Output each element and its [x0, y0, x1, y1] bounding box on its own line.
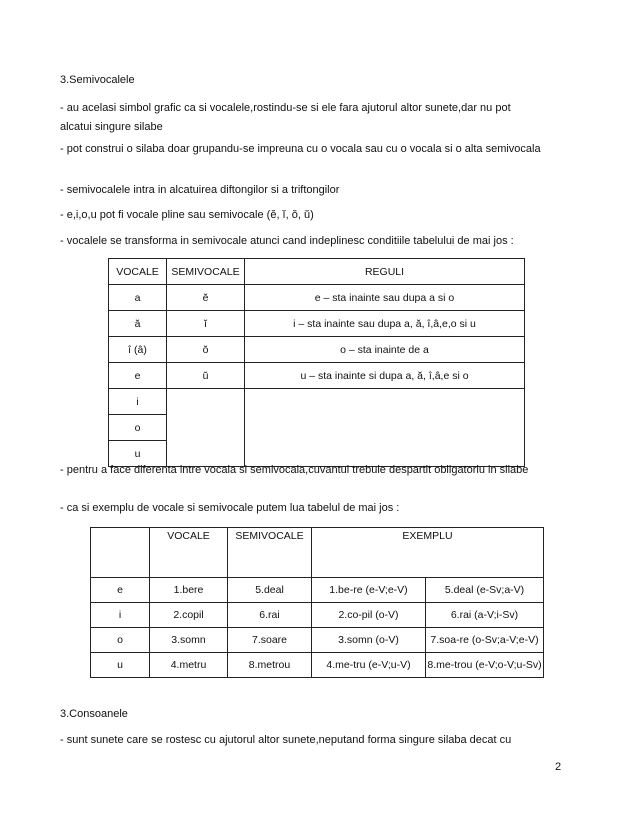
paragraph: - sunt sunete care se rostesc cu ajutorul altor sunete,neputand forma singure silaba decat cu [60, 734, 512, 746]
paragraph: - au acelasi simbol grafic ca si vocalele,rostindu-se si ele fara ajutorul altor sunete,dar nu pot alcatui singure silabe [60, 102, 511, 133]
empty-merged-cell [245, 389, 525, 467]
paragraph: - semivocalele intra in alcatuirea diftongilor si a triftongilor [60, 184, 340, 196]
examples-table [90, 527, 544, 678]
table-cell: 7.soa-re (o-Sv;a-V;e-V) [426, 628, 544, 653]
table-row [109, 363, 525, 389]
table-cell: o [91, 628, 150, 653]
table-cell: u [109, 441, 167, 467]
table-cell: u – sta inainte si dupa a, ă, î,â,e si o [245, 363, 525, 389]
table-cell: 3.somn [150, 628, 228, 653]
table-cell: 2.co-pil (o-V) [312, 603, 426, 628]
paragraph: - e,i,o,u pot fi vocale pline sau semivocale (ĕ, ĭ, ŏ, ŭ) [60, 209, 314, 221]
table-cell: i – sta inainte sau dupa a, ă, î,â,e,o si u [245, 311, 525, 337]
table-cell: 4.me-tru (e-V;u-V) [312, 653, 426, 678]
table-row [91, 603, 544, 628]
header-cell: SEMIVOCALE [228, 528, 312, 578]
header-cell [91, 528, 150, 578]
table-cell: 1.be-re (e-V;e-V) [312, 578, 426, 603]
table-cell: 5.deal [228, 578, 312, 603]
table-cell: u [91, 653, 150, 678]
table-row [91, 578, 544, 603]
table-cell: ŏ [167, 337, 245, 363]
table-cell: o [109, 415, 167, 441]
table-cell: 1.bere [150, 578, 228, 603]
empty-merged-cell [167, 389, 245, 467]
table-row [109, 285, 525, 311]
table-header-row [91, 528, 544, 578]
page-number: 2 [555, 761, 562, 773]
header-cell: SEMIVOCALE [167, 259, 245, 285]
header-cell: REGULI [245, 259, 525, 285]
table-cell: ĕ [167, 285, 245, 311]
section-heading-semivocale: 3.Semivocalele [60, 74, 135, 86]
table-row [91, 628, 544, 653]
table-cell: 8.metrou [228, 653, 312, 678]
table-cell: ă [109, 311, 167, 337]
table-cell: a [109, 285, 167, 311]
table-cell: i [91, 603, 150, 628]
table-cell: î (â) [109, 337, 167, 363]
table-cell: i [109, 389, 167, 415]
table-row [109, 337, 525, 363]
table-cell: ĭ [167, 311, 245, 337]
rules-table [108, 258, 525, 467]
table-cell: 5.deal (e-Sv;a-V) [426, 578, 544, 603]
table-cell: e – sta inainte sau dupa a si o [245, 285, 525, 311]
table-cell: 8.me-trou (e-V;o-V;u-Sv) [426, 653, 544, 678]
table-row [91, 653, 544, 678]
table-row [109, 311, 525, 337]
table-cell: e [109, 363, 167, 389]
paragraph: - pot construi o silaba doar grupandu-se impreuna cu o vocala sau cu o vocala si o alta semivocala [60, 143, 541, 155]
paragraph: - ca si exemplu de vocale si semivocale putem lua tabelul de mai jos : [60, 502, 400, 514]
table-cell: e [91, 578, 150, 603]
table-cell: ŭ [167, 363, 245, 389]
paragraph: - pentru a face diferenta intre vocala si semivocala,cuvantul trebuie despartit obligatoriu in silabe [60, 464, 529, 476]
header-cell: VOCALE [109, 259, 167, 285]
table-cell: 7.soare [228, 628, 312, 653]
table-header-row [109, 259, 525, 285]
table-cell: 6.rai [228, 603, 312, 628]
table-cell: 6.rai (a-V;i-Sv) [426, 603, 544, 628]
table-cell: 2.copil [150, 603, 228, 628]
header-cell: EXEMPLU [312, 528, 544, 578]
table-row [109, 389, 525, 415]
paragraph: - vocalele se transforma in semivocale atunci cand indeplinesc conditiile tabelului de mai jos : [60, 235, 514, 247]
header-cell: VOCALE [150, 528, 228, 578]
table-cell: 3.somn (o-V) [312, 628, 426, 653]
table-cell: 4.metru [150, 653, 228, 678]
section-heading-consoane: 3.Consoanele [60, 708, 128, 720]
table-cell: o – sta inainte de a [245, 337, 525, 363]
